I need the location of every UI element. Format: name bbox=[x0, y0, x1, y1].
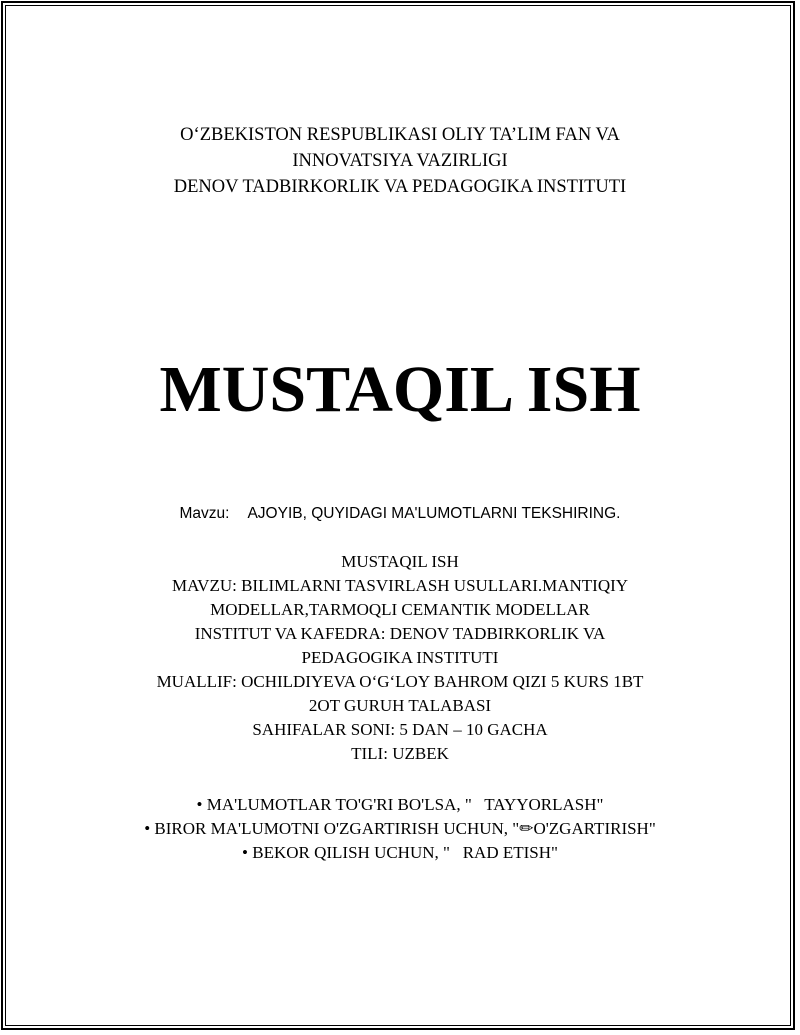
details-line: PEDAGOGIKA INSTITUTI bbox=[301, 648, 499, 667]
document-title: MUSTAQIL ISH bbox=[159, 353, 641, 426]
details-line: MODELLAR,TARMOQLI CEMANTIK MODELLAR bbox=[210, 600, 590, 619]
instruction-list bbox=[0, 793, 800, 865]
details-line: MUSTAQIL ISH bbox=[341, 552, 459, 571]
institution-header bbox=[0, 122, 800, 200]
list-item: • BIROR MA'LUMOTNI O'ZGARTIRISH UCHUN, "✏O'ZGARTIRISH" bbox=[144, 819, 656, 838]
header-line-ministry-cont: INNOVATSIYA VAZIRLIGI bbox=[292, 151, 508, 171]
header-line-ministry: O‘ZBEKISTON RESPUBLIKASI OLIY TA’LIM FAN VA bbox=[180, 125, 620, 145]
list-item: • MA'LUMOTLAR TO'G'RI BO'LSA, " TAYYORLASH" bbox=[196, 795, 604, 814]
details-line: 2OT GURUH TALABASI bbox=[308, 696, 492, 715]
topic-label: Mavzu: bbox=[179, 505, 230, 522]
details-line: INSTITUT VA KAFEDRA: DENOV TADBIRKORLIK VA bbox=[194, 624, 606, 643]
topic-value: AJOYIB, QUYIDAGI MA'LUMOTLARNI TEKSHIRING. bbox=[247, 505, 621, 522]
list-item: • BEKOR QILISH UCHUN, " RAD ETISH" bbox=[242, 843, 558, 862]
topic-line bbox=[0, 503, 800, 525]
details-line: TILI: UZBEK bbox=[351, 744, 449, 763]
details-line: MUALLIF: OCHILDIYEVA O‘G‘LOY BAHROM QIZI 5 KURS 1BT bbox=[156, 672, 644, 691]
details-block bbox=[0, 550, 800, 766]
details-line: MAVZU: BILIMLARNI TASVIRLASH USULLARI.MANTIQIY bbox=[171, 576, 629, 595]
header-line-institute: DENOV TADBIRKORLIK VA PEDAGOGIKA INSTITUTI bbox=[173, 177, 627, 197]
details-line: SAHIFALAR SONI: 5 DAN – 10 GACHA bbox=[252, 720, 548, 739]
